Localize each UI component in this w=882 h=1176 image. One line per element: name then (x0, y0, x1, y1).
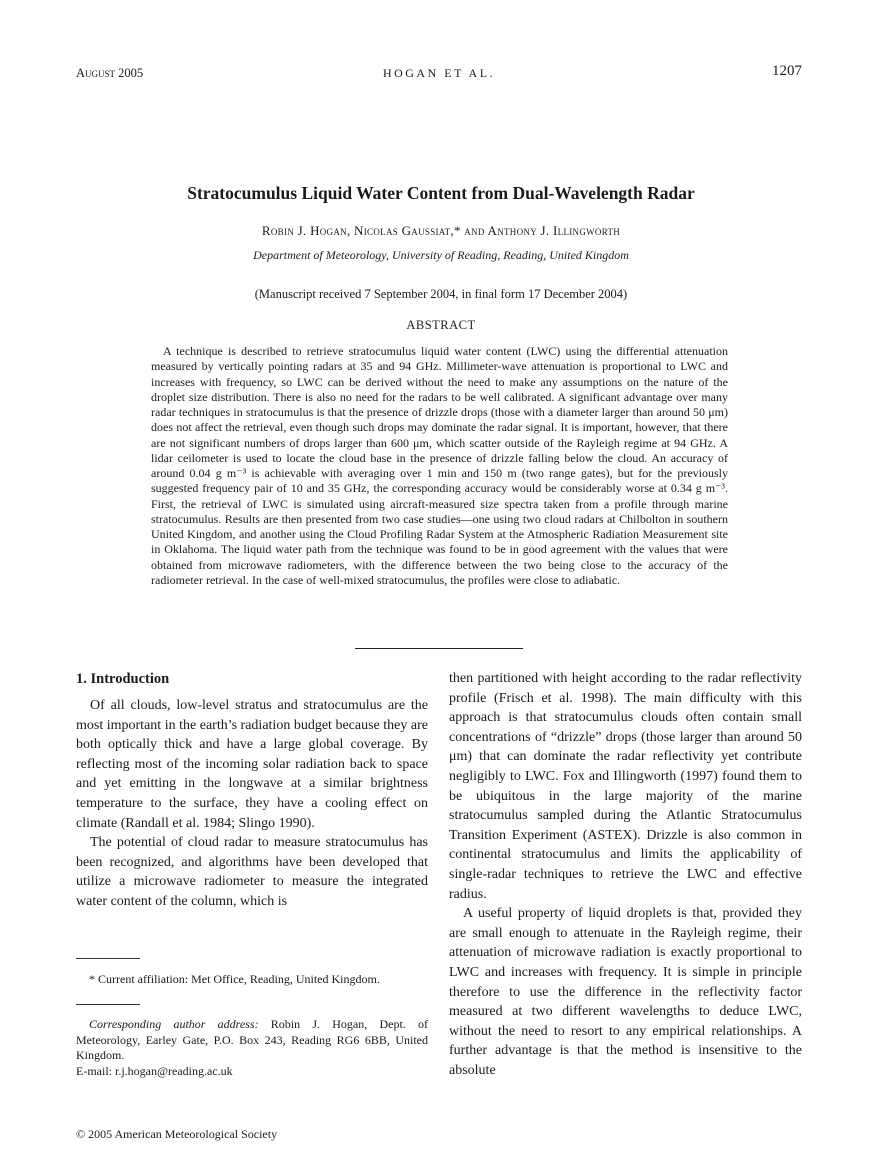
intro-paragraph-2-continued: then partitioned with height according to the radar reflectivity profile (Frisch et al. 1998). The main difficulty with this approach is that stratocumulus clouds often contain small concentrations of “drizzle” drops (those larger than around 50 μm) that can dominate the radar reflectivity yet contribute negligibly to LWC. Fox and Illingworth (1997) found them to be ubiquitous in the large majority of the marine stratocumulus sampled during the Atlantic Stratocumulus Transition Experiment (ASTEX). Drizzle is also common in continental stratocumulus and limits the applicability of single-radar techniques to retrieve the LWC and effective radius. (449, 671, 802, 902)
corresponding-label: Corresponding author address: (89, 1017, 259, 1031)
abstract-heading: ABSTRACT (406, 318, 476, 332)
manuscript-dates: (Manuscript received 7 September 2004, in final form 17 December 2004) (254, 287, 628, 301)
left-column (76, 696, 428, 912)
corresponding-email: E-mail: r.j.hogan@reading.ac.uk (76, 1063, 233, 1078)
page-header (76, 64, 802, 84)
paper-title: Stratocumulus Liquid Water Content from Dual-Wavelength Radar (187, 183, 695, 203)
author-list: Robin J. Hogan, Nicolas Gaussiat,* and Anthony J. Illingworth (261, 223, 621, 238)
section-divider (355, 648, 523, 649)
footnote-affiliation: * Current affiliation: Met Office, Reading, United Kingdom. (89, 972, 380, 986)
abstract-text: A technique is described to retrieve stratocumulus liquid water content (LWC) using the differential attenuation measured by vertically pointing radars at 35 and 94 GHz. Millimeter-wave attenuation is proportional to LWC and increases with frequency, so LWC can be derived without the need to make any assumptions on the nature of the droplet size distribution. There is also no need for the radars to be well calibrated. A significant advantage over many radar techniques in stratocumulus is that the presence of drizzle drops (those with a diameter larger than around 50 μm) does not affect the retrieval, even though such drops may dominate the radar signal. It is important, however, that there are not significant numbers of drops larger than 600 μm, which scatter outside of the Rayleigh regime at 94 GHz. A lidar ceilometer is used to locate the cloud base in the presence of drizzle falling below the cloud. An accuracy of around 0.04 g m⁻³ is achievable with averaging over 1 min and 150 m (two range gates), but for the previously suggested frequency pair of 10 and 35 GHz, the corresponding accuracy would be considerably worse at 0.34 g m⁻³. First, the retrieval of LWC is simulated using aircraft-measured size spectra taken from a profile through marine stratocumulus. Results are then presented from two case studies—one using two cloud radars at Chilbolton in southern United Kingdom, and another using the Cloud Profiling Radar System at the Atmospheric Radiation Measurement site in Oklahoma. The liquid water path from the technique was found to be in good agreement with the values that were obtained from microwave radiometers, with the difference between the two being close to the accuracy of the radiometer retrieval. In the case of well-mixed stratocumulus, the profiles were close to adiabatic. (151, 344, 728, 587)
corresponding-author-block (76, 1017, 428, 1079)
header-date: August 2005 (76, 66, 144, 80)
section-heading-introduction: 1. Introduction (76, 671, 170, 687)
corresponding-rule (76, 1004, 140, 1005)
author-affiliation: Department of Meteorology, University of Reading, Reading, United Kingdom (253, 248, 629, 262)
corresponding-address: Robin J. Hogan, Dept. of Meteorology, Earley Gate, P.O. Box 243, Reading RG6 6BB, United Kingdom. (76, 1017, 429, 1063)
copyright-notice: © 2005 American Meteorological Society (76, 1127, 278, 1141)
intro-paragraph-2: The potential of cloud radar to measure stratocumulus has been recognized, and algorithms have been developed that utilize a microwave radiometer to measure the integrated water content of the column, which is (76, 835, 428, 909)
footnote-rule (76, 958, 140, 959)
intro-paragraph-3: A useful property of liquid droplets is that, provided they are small enough to attenuate in the Rayleigh regime, their attenuation of microwave radiation is exactly proportional to LWC and increases with frequency. It is simple in principle therefore to use the difference in the reflectivity factor measured at two different wavelengths to deduce LWC, without the need to resort to any empirical relationships. A further advantage is that the method is insensitive to the absolute (449, 906, 802, 1078)
right-column (449, 669, 802, 1080)
page-number: 1207 (772, 63, 802, 79)
header-running-title: HOGAN ET AL. (382, 66, 496, 80)
intro-paragraph-1: Of all clouds, low-level stratus and stratocumulus are the most important in the earth’s radiation budget because they are both optically thick and have a large global coverage. By reflecting most of the incoming solar radiation back to space and yet emitting in the longwave at a similar brightness temperature to the surface, they have a cooling effect on climate (Randall et al. 1984; Slingo 1990). (76, 698, 428, 831)
